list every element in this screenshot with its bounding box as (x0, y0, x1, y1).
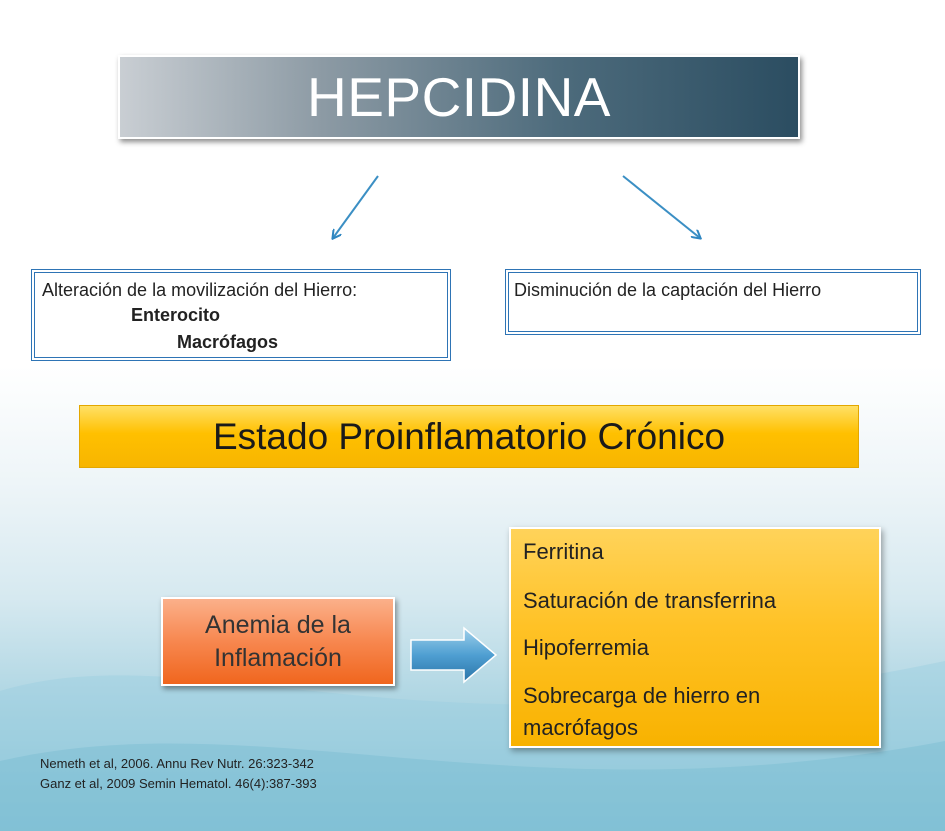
finding-sobrecarga-line-1: Sobrecarga de hierro en (523, 683, 761, 708)
anemia-line-1: Anemia de la (205, 610, 351, 639)
arrow-to-right-box (623, 176, 700, 238)
big-right-arrow (411, 628, 496, 682)
finding-saturacion: Saturación de transferrina (523, 588, 777, 613)
enterocito-label: Enterocito (131, 305, 221, 325)
banner-text: Estado Proinflamatorio Crónico (212, 415, 726, 457)
lab-findings-box (509, 527, 881, 748)
iron-mobilization-heading: Alteración de la movilización del Hierro: (42, 280, 358, 300)
iron-uptake-text: Disminución de la captación del Hierro (514, 280, 822, 300)
arrow-to-left-box (333, 176, 378, 238)
anemia-box (161, 597, 395, 686)
anemia-line-2: Inflamación (214, 643, 342, 672)
title-text: HEPCIDINA (307, 66, 611, 128)
finding-ferritina: Ferritina (523, 539, 604, 564)
iron-uptake-box (505, 269, 921, 335)
title-box (118, 55, 800, 139)
reference-1: Nemeth et al, 2006. Annu Rev Nutr. 26:323-342 (40, 756, 314, 771)
finding-sobrecarga-line-2: macrófagos (523, 715, 638, 740)
proinflammatory-banner (79, 405, 859, 468)
references (40, 754, 317, 794)
iron-mobilization-box (31, 269, 451, 361)
reference-2: Ganz et al, 2009 Semin Hematol. 46(4):387-393 (40, 776, 317, 791)
macrofagos-label: Macrófagos (177, 332, 279, 352)
finding-hipoferremia: Hipoferremia (523, 635, 649, 660)
